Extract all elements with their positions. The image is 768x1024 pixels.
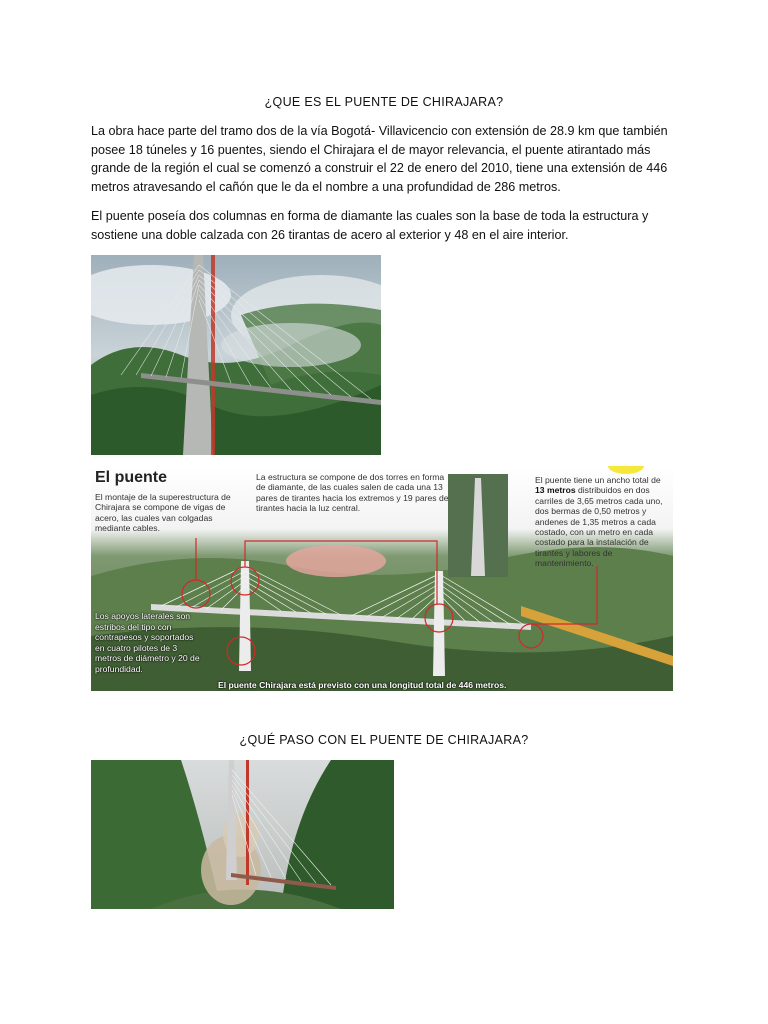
infographic-left-text: El montaje de la superestructura de Chirajara se compone de vigas de acero, las cuales van colgadas mediante cables. <box>95 492 231 534</box>
paragraph-description: La obra hace parte del tramo dos de la vía Bogotá- Villavicencio con extensión de 28.9 km que también posee 18 túneles y 16 puentes, siendo el Chirajara el de mayor relevancia, el puente atirantado más grande de la región el cual se comenzó a construir el 22 de enero del 2010, tiene una extensión de 446 metros atravesando el cañón que le da el nombre a una profundidad de 286 metros. <box>91 124 668 194</box>
infographic-caption: El puente Chirajara está previsto con una longitud total de 446 metros. <box>218 680 507 690</box>
paragraph-structure: El puente poseía dos columnas en forma de diamante las cuales son la base de toda la estructura y sostiene una doble calzada con 26 tirantas de acero al exterior y 48 en el aire interior. <box>91 209 649 242</box>
bridge-infographic <box>91 466 673 691</box>
bridge-tower-photo <box>91 255 381 455</box>
infographic-title: El puente <box>95 469 168 486</box>
infographic-right-text: El puente tiene un ancho total de 13 metros distribuidos en dos carriles de 3,65 metros cada uno, dos bermas de 0,50 metros y andenes de 1,35 metros a cada costado, con un metro en cada costado para la instalación de tirantes y labores de mantenimiento. <box>535 475 663 569</box>
infographic-center-text: La estructura se compone de dos torres en forma de diamante, de las cuales salen de cada una 13 pares de tirantes hacia los extremos y 19 pares de tirantes hacia la luz central. <box>256 472 449 514</box>
infographic-bottom-left-text: Los apoyos laterales son estribos del tipo con contrapesos y soportados en cuatro pilotes de 3 metros de diámetro y 20 de profundidad. <box>95 611 200 674</box>
section-heading-que-paso: ¿QUÉ PASO CON EL PUENTE DE CHIRAJARA? <box>239 733 529 747</box>
section-heading-que-es: ¿QUE ES EL PUENTE DE CHIRAJARA? <box>264 95 504 109</box>
bridge-collapse-photo <box>91 760 394 909</box>
